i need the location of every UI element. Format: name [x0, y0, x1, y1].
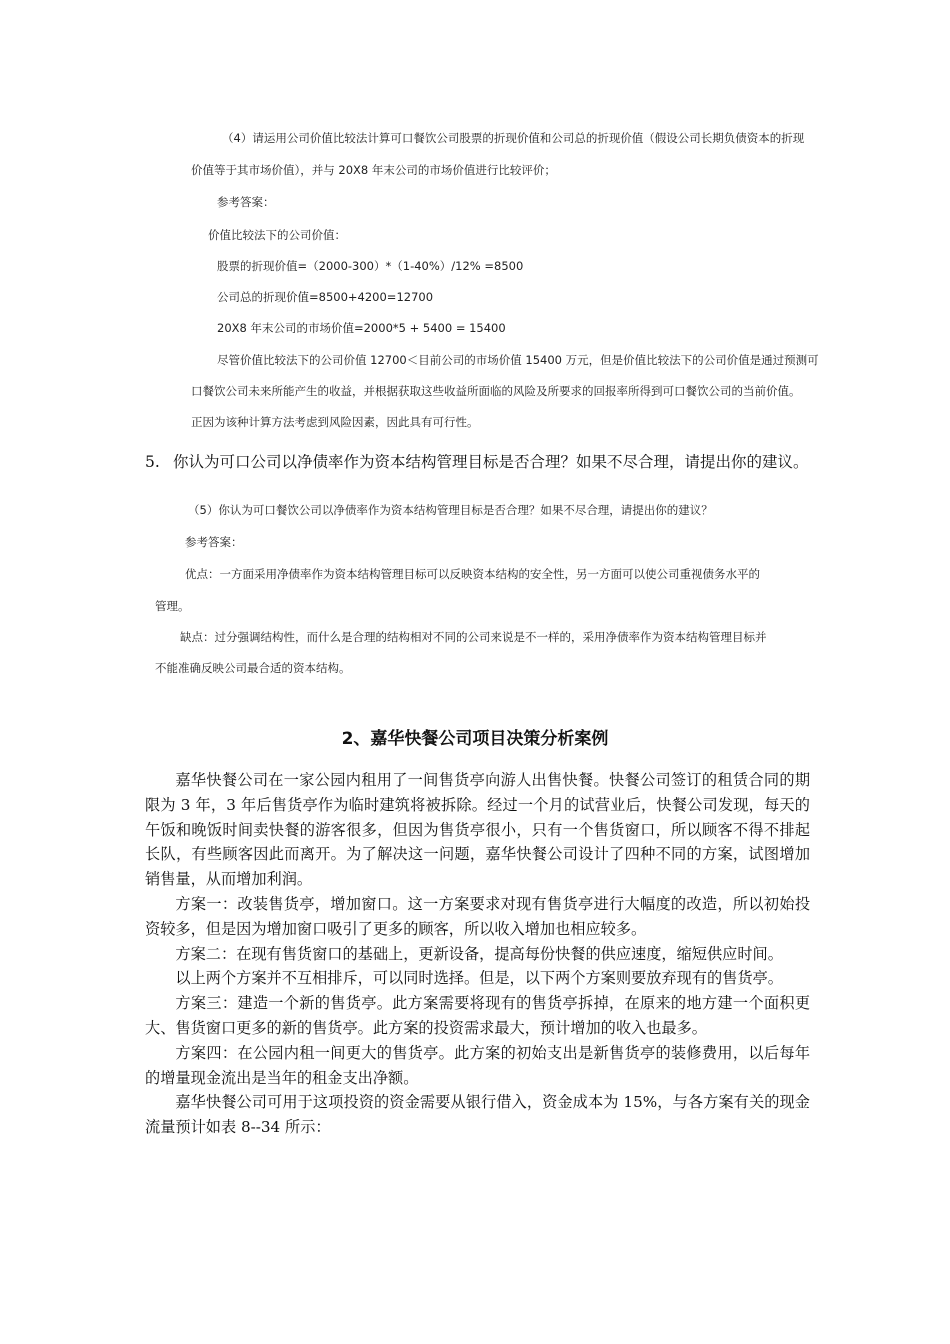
q5-answer-label: 参考答案： [185, 535, 243, 549]
question-5-text: 你认为可口公司以净债率作为资本结构管理目标是否合理？如果不尽合理，请提出你的建议。 [173, 453, 809, 471]
q4-evaluation-line3: 正因为该种计算方法考虑到风险因素，因此具有可行性。 [191, 415, 479, 429]
question-5-number: 5. [145, 453, 160, 471]
q4-answer-label: 参考答案： [217, 195, 275, 209]
q5-cons-line1: 缺点：过分强调结构性，而什么是合理的结构相对不同的公司来说是不一样的，采用净债率作为资本结构管理目标并 [180, 630, 767, 644]
case-body [145, 768, 810, 1140]
case-paragraph-funding: 嘉华快餐公司可用于这项投资的资金需要从银行借入，资金成本为 15%，与各方案有关的现金流量预计如表 8--34 所示： [145, 1093, 810, 1137]
case-paragraph-intro: 嘉华快餐公司在一家公园内租用了一间售货亭向游人出售快餐。快餐公司签订的租赁合同的期限为 3 年，3 年后售货亭作为临时建筑将被拆除。经过一个月的试营业后，快餐公司发现，每天的午饭和晚饭时间卖快餐的游客很多，但因为售货亭很小，只有一个售货窗口，所以顾客不得不排起长队，有些顾客因此而离开。为了解决这一问题，嘉华快餐公司设计了四种不同的方案，试图增加销售量，从而增加利润。 [145, 771, 810, 889]
q4-evaluation-line1: 尽管价值比较法下的公司价值 12700＜目前公司的市场价值 15400 万元，但是价值比较法下的公司价值是通过预测可 [217, 353, 819, 367]
q4-calc-market-value: 20X8 年末公司的市场价值=2000*5 + 5400 = 15400 [217, 321, 506, 335]
q4-method-heading: 价值比较法下的公司价值： [208, 228, 346, 242]
case-paragraph-note: 以上两个方案并不互相排斥，可以同时选择。但是，以下两个方案则要放弃现有的售货亭。 [175, 969, 783, 988]
case-paragraph-plan-2: 方案二：在现有售货窗口的基础上，更新设备，提高每份快餐的供应速度，缩短供应时间。 [175, 944, 783, 963]
case-paragraph-plan-3: 方案三：建造一个新的售货亭。此方案需要将现有的售货亭拆掉，在原来的地方建一个面积更大、售货窗口更多的新的售货亭。此方案的投资需求最大，预计增加的收入也最多。 [145, 994, 810, 1037]
q4-question-line1: （4）请运用公司价值比较法计算可口餐饮公司股票的折现价值和公司总的折现价值（假设公司长期负债资本的折现 [222, 131, 805, 145]
q4-calc-stock-value: 股票的折现价值=（2000-300）*（1-40%）/12% =8500 [217, 259, 524, 273]
case-paragraph-plan-1: 方案一：改装售货亭，增加窗口。这一方案要求对现有售货亭进行大幅度的改造，所以初始投资较多，但是因为增加窗口吸引了更多的顾客，所以收入增加也相应较多。 [145, 894, 810, 938]
q4-evaluation-line2: 口餐饮公司未来所能产生的收益，并根据获取这些收益所面临的风险及所要求的回报率所得到可口餐饮公司的当前价值。 [191, 384, 801, 398]
q4-question-line2: 价值等于其市场价值），并与 20X8 年末公司的市场价值进行比较评价； [191, 163, 556, 177]
q4-calc-total-value: 公司总的折现价值=8500+4200=12700 [217, 290, 434, 304]
q5-pros-line1: 优点：一方面采用净债率作为资本结构管理目标可以反映资本结构的安全性，另一方面可以使公司重视债务水平的 [185, 567, 760, 581]
section-title: 2、嘉华快餐公司项目决策分析案例 [341, 729, 609, 749]
case-paragraph-plan-4: 方案四：在公园内租一间更大的售货亭。此方案的初始支出是新售货亭的装修费用，以后每年的增量现金流出是当年的租金支出净额。 [145, 1043, 810, 1087]
q5-cons-line2: 不能准确反映公司最合适的资本结构。 [155, 661, 351, 675]
q5-pros-line2: 管理。 [155, 599, 190, 613]
q5-question-line: （5）你认为可口餐饮公司以净债率作为资本结构管理目标是否合理？如果不尽合理，请提出你的建议？ [188, 503, 713, 517]
question-5 [145, 450, 825, 474]
